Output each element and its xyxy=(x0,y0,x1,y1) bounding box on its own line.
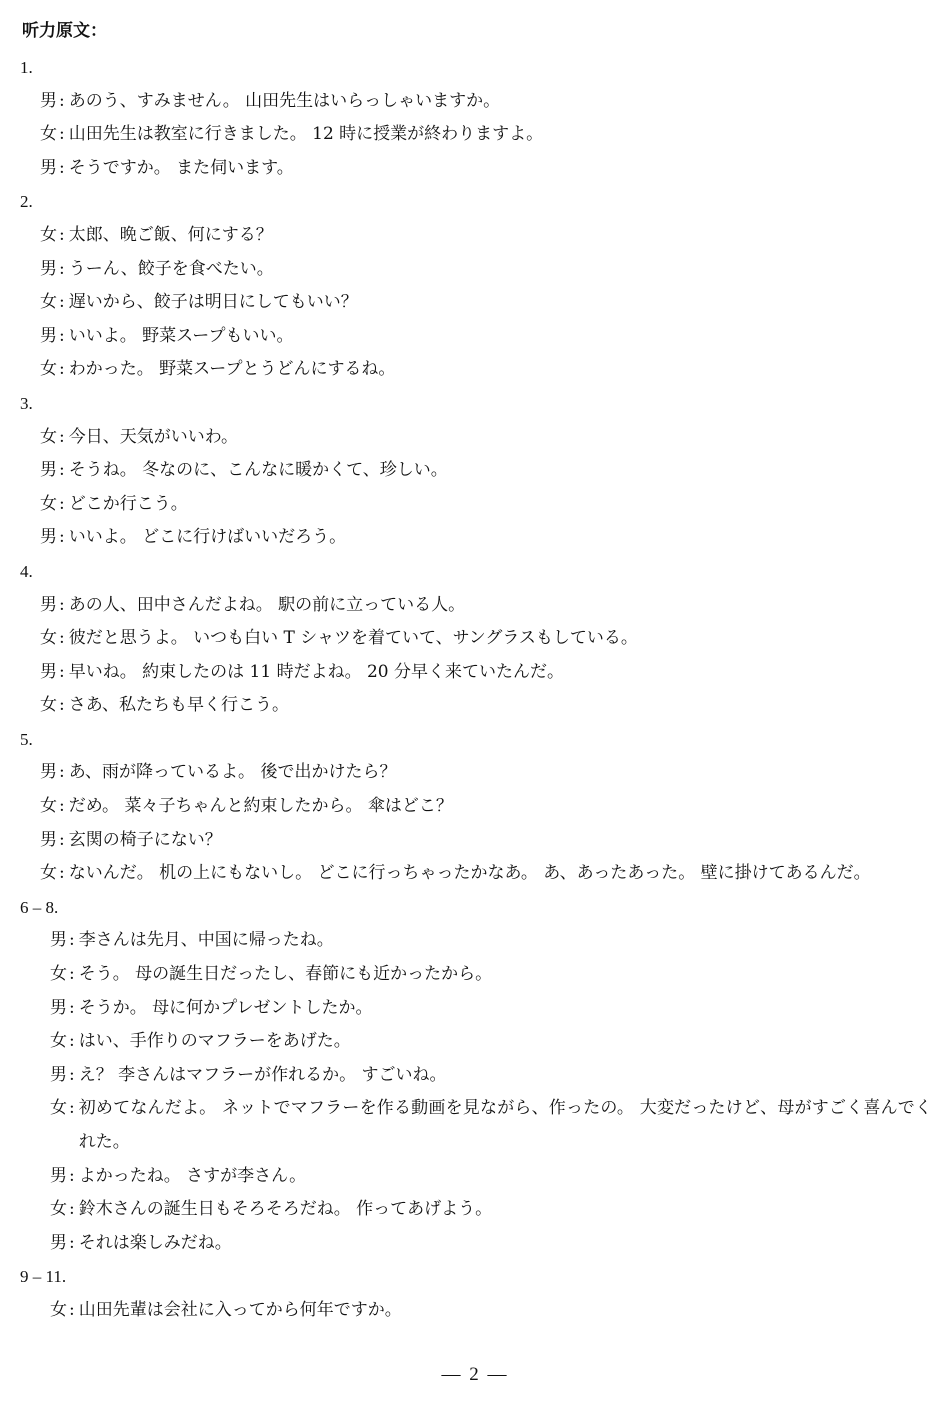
dialogue-line xyxy=(0,1294,950,1328)
utterance-text: あのう、すみません。 山田先生はいらっしゃいますか。 xyxy=(68,90,501,111)
speaker-name: 女 xyxy=(50,1031,67,1052)
speaker-tag xyxy=(40,85,69,119)
utterance-text: いいよ。 どこに行けばいいだろう。 xyxy=(68,527,347,548)
section-number: 1. xyxy=(20,58,33,77)
speaker-colon: : xyxy=(69,964,75,985)
speaker-colon: : xyxy=(59,426,65,447)
section-number: 6 – 8. xyxy=(20,897,59,917)
speaker-colon: : xyxy=(69,1165,75,1186)
speaker-tag xyxy=(40,756,69,790)
speaker-tag xyxy=(40,320,69,354)
speaker-tag xyxy=(50,1025,79,1059)
speaker-name: 男 xyxy=(40,258,57,279)
speaker-colon: : xyxy=(59,157,65,178)
dialogue-line xyxy=(0,454,950,488)
speaker-name: 男 xyxy=(40,829,57,850)
dialogue-line xyxy=(0,958,950,992)
utterance-text: さあ、私たちも早く行こう。 xyxy=(68,695,290,716)
speaker-colon: : xyxy=(59,359,65,380)
section-number: 4. xyxy=(20,561,33,581)
transcript-body xyxy=(0,51,950,1328)
dialogue-line xyxy=(0,152,950,186)
utterance-text: 玄関の椅子にない？ xyxy=(68,829,222,850)
dialogue-line xyxy=(0,790,950,824)
document-title: 听力原文： xyxy=(22,21,107,41)
speaker-tag xyxy=(40,689,69,723)
speaker-name: 女 xyxy=(40,292,57,313)
utterance-text: それは楽しみだね。 xyxy=(78,1232,232,1253)
speaker-name: 男 xyxy=(50,1165,67,1186)
dialogue-line xyxy=(0,286,950,320)
dialogue-line xyxy=(0,521,950,555)
dialogue-line xyxy=(0,656,950,690)
utterance-text: ないんだ。 机の上にもないし。 どこに行っちゃったかなあ。 あ、あったあった。 壁に掛けてあるんだ。 xyxy=(68,863,871,884)
utterance-text: はい、手作りのマフラーをあげた。 xyxy=(78,1031,351,1052)
speaker-tag xyxy=(50,924,79,958)
speaker-name: 男 xyxy=(40,762,57,783)
speaker-name: 女 xyxy=(50,1199,67,1220)
speaker-name: 男 xyxy=(40,661,57,682)
utterance-text: 今日、天気がいいわ。 xyxy=(68,426,239,447)
speaker-tag xyxy=(40,353,69,387)
speaker-name: 男 xyxy=(40,527,57,548)
speaker-colon: : xyxy=(59,90,65,111)
speaker-tag xyxy=(40,488,69,522)
speaker-tag xyxy=(50,1160,79,1194)
utterance-text: だめ。 菜々子ちゃんと約束したから。 傘はどこ？ xyxy=(68,796,453,817)
utterance-text: そう。 母の誕生日だったし、春節にも近かったから。 xyxy=(78,964,493,985)
speaker-name: 女 xyxy=(40,359,57,380)
dialogue-line xyxy=(0,253,950,287)
dialogue-line xyxy=(0,353,950,387)
speaker-name: 女 xyxy=(40,628,57,649)
utterance-text: どこか行こう。 xyxy=(68,493,188,514)
dialogue-line xyxy=(0,1059,950,1093)
speaker-colon: : xyxy=(59,258,65,279)
utterance-text: 早いね。 約束したのは 11 時だよね。 20 分早く来ていたんだ。 xyxy=(68,661,565,682)
dialogue-line xyxy=(0,118,950,152)
utterance-text: そうか。 母に何かプレゼントしたか。 xyxy=(78,997,373,1018)
speaker-colon: : xyxy=(69,997,75,1018)
utterance-text: そうね。 冬なのに、こんなに暖かくて、珍しい。 xyxy=(68,460,448,481)
speaker-name: 男 xyxy=(40,325,57,346)
speaker-name: 男 xyxy=(40,157,57,178)
speaker-tag xyxy=(40,790,69,824)
speaker-colon: : xyxy=(69,1064,75,1085)
speaker-name: 女 xyxy=(40,863,57,884)
speaker-colon: : xyxy=(69,1299,75,1320)
speaker-tag xyxy=(40,286,69,320)
dialogue-line xyxy=(0,1227,950,1261)
speaker-colon: : xyxy=(59,829,65,850)
speaker-tag xyxy=(50,1092,79,1126)
section-number: 2. xyxy=(20,192,33,212)
utterance-text: 山田先輩は会社に入ってから何年ですか。 xyxy=(78,1299,402,1320)
dialogue-line xyxy=(0,488,950,522)
utterance-text: 李さんは先月、中国に帰ったね。 xyxy=(78,930,334,951)
dialogue-line xyxy=(0,857,950,891)
speaker-name: 男 xyxy=(50,1232,67,1253)
dialogue-line xyxy=(0,589,950,623)
speaker-name: 男 xyxy=(40,594,57,615)
utterance-text: よかったね。 さすが李さん。 xyxy=(78,1165,307,1186)
speaker-colon: : xyxy=(59,695,65,716)
speaker-tag xyxy=(50,1193,79,1227)
speaker-colon: : xyxy=(59,460,65,481)
speaker-tag xyxy=(40,253,69,287)
speaker-name: 男 xyxy=(50,997,67,1018)
speaker-name: 男 xyxy=(50,1064,67,1085)
speaker-name: 女 xyxy=(40,224,57,245)
dialogue-line xyxy=(0,824,950,858)
utterance-text: そうですか。 また伺います。 xyxy=(68,157,294,178)
speaker-tag xyxy=(50,1059,79,1093)
dialogue-line xyxy=(0,1160,950,1194)
utterance-text: え？ 李さんはマフラーが作れるか。 すごいね。 xyxy=(78,1064,447,1085)
speaker-tag xyxy=(40,219,69,253)
utterance-text: 太郎、晩ご飯、何にする？ xyxy=(68,224,273,245)
speaker-colon: : xyxy=(59,762,65,783)
speaker-name: 男 xyxy=(40,90,57,111)
utterance-text: 遅いから、餃子は明日にしてもいい？ xyxy=(68,292,358,313)
speaker-tag xyxy=(40,521,69,555)
utterance-text: わかった。 野菜スープとうどんにするね。 xyxy=(68,359,396,380)
dialogue-line xyxy=(0,85,950,119)
speaker-tag xyxy=(50,1294,79,1328)
dialogue-line xyxy=(0,992,950,1026)
utterance-text: うーん、餃子を食べたい。 xyxy=(68,258,274,279)
dialogue-line xyxy=(0,1025,950,1059)
utterance-text: 山田先生は教室に行きました。 12 時に授業が終わりますよ。 xyxy=(68,124,544,145)
dialogue-line xyxy=(0,1193,950,1227)
speaker-name: 女 xyxy=(40,695,57,716)
utterance-text: あの人、田中さんだよね。 駅の前に立っている人。 xyxy=(68,594,466,615)
dialogue-line xyxy=(0,421,950,455)
speaker-tag xyxy=(40,824,69,858)
speaker-colon: : xyxy=(59,325,65,346)
page-number: — 2 — xyxy=(441,1364,509,1385)
speaker-tag xyxy=(40,622,69,656)
speaker-colon: : xyxy=(59,124,65,145)
dialogue-line xyxy=(0,219,950,253)
speaker-colon: : xyxy=(59,594,65,615)
speaker-colon: : xyxy=(59,493,65,514)
speaker-name: 女 xyxy=(50,1098,67,1119)
speaker-tag xyxy=(40,857,69,891)
utterance-text: いいよ。 野菜スープもいい。 xyxy=(68,325,294,346)
section-number: 3. xyxy=(20,393,33,413)
utterance-text: 鈴木さんの誕生日もそろそろだね。 作ってあげよう。 xyxy=(78,1199,493,1220)
dialogue-line xyxy=(0,756,950,790)
section-number: 5. xyxy=(20,729,33,749)
speaker-tag xyxy=(40,421,69,455)
speaker-colon: : xyxy=(59,224,65,245)
speaker-tag xyxy=(50,992,79,1026)
speaker-colon: : xyxy=(59,863,65,884)
speaker-colon: : xyxy=(59,527,65,548)
speaker-name: 女 xyxy=(40,796,57,817)
speaker-colon: : xyxy=(59,661,65,682)
speaker-colon: : xyxy=(69,1232,75,1253)
dialogue-line xyxy=(0,622,950,656)
speaker-tag xyxy=(40,454,69,488)
dialogue-line xyxy=(0,924,950,958)
utterance-text: 彼だと思うよ。 いつも白い T シャツを着ていて、サングラスもしている。 xyxy=(68,628,638,649)
speaker-colon: : xyxy=(59,628,65,649)
speaker-name: 男 xyxy=(40,460,57,481)
speaker-tag xyxy=(40,589,69,623)
speaker-name: 女 xyxy=(40,124,57,145)
speaker-colon: : xyxy=(59,292,65,313)
speaker-colon: : xyxy=(69,1031,75,1052)
speaker-colon: : xyxy=(59,796,65,817)
speaker-tag xyxy=(50,1227,79,1261)
speaker-tag xyxy=(40,152,69,186)
speaker-name: 女 xyxy=(50,964,67,985)
speaker-tag xyxy=(40,118,69,152)
section-number: 9 – 11. xyxy=(20,1267,67,1287)
speaker-colon: : xyxy=(69,1199,75,1220)
speaker-tag xyxy=(40,656,69,690)
speaker-name: 女 xyxy=(40,426,57,447)
speaker-tag xyxy=(50,958,79,992)
dialogue-line xyxy=(0,1092,950,1159)
speaker-name: 女 xyxy=(40,493,57,514)
utterance-text: あ、雨が降っているよ。 後で出かけたら？ xyxy=(68,762,397,783)
speaker-colon: : xyxy=(69,1098,75,1119)
dialogue-line xyxy=(0,689,950,723)
speaker-colon: : xyxy=(69,930,75,951)
speaker-name: 女 xyxy=(50,1299,67,1320)
utterance-text: 初めてなんだよ。 ネットでマフラーを作る動画を見ながら、作ったの。 大変だったけど、母がすごく喜んでくれた。 xyxy=(78,1098,932,1152)
dialogue-line xyxy=(0,320,950,354)
speaker-name: 男 xyxy=(50,930,67,951)
